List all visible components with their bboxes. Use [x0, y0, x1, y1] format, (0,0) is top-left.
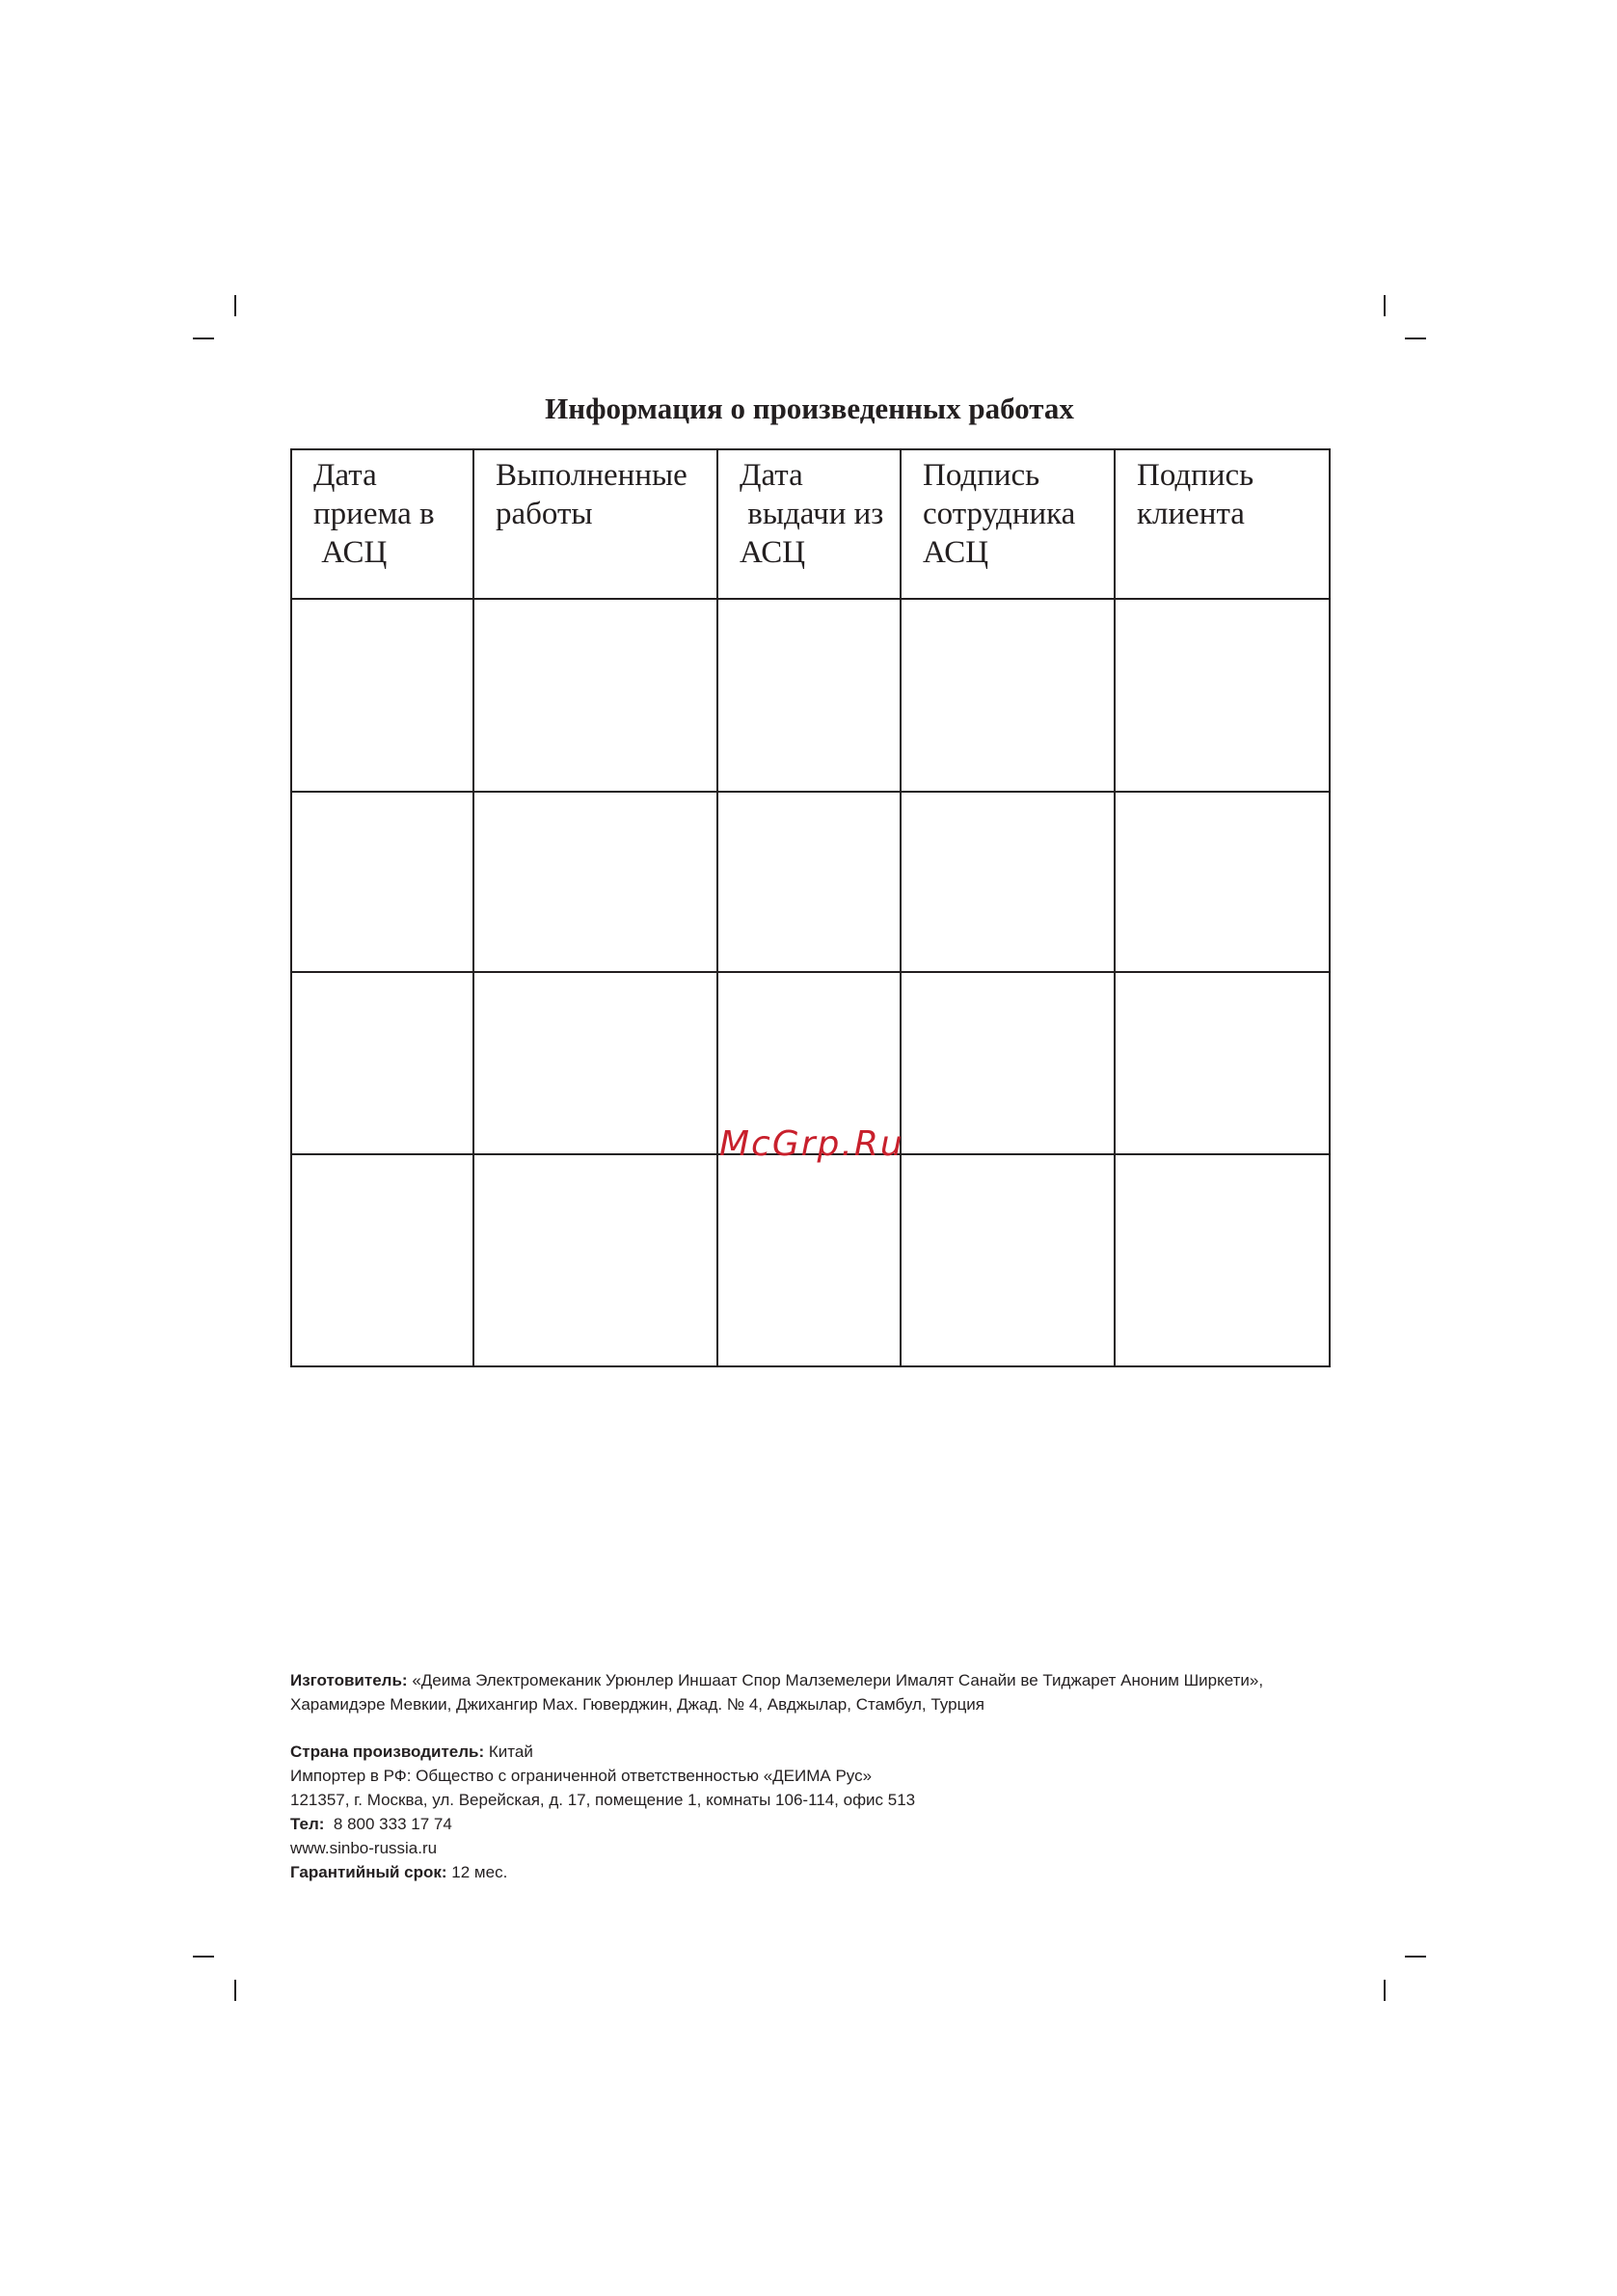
works-table: [290, 448, 1331, 1367]
phone-label: Тел:: [290, 1815, 325, 1833]
warranty-line: [290, 1860, 1332, 1884]
page-title: Информация о произведенных работах: [545, 392, 1074, 425]
header-date-received: Дата приема в АСЦ: [313, 458, 435, 570]
table-cell[interactable]: [901, 599, 1115, 792]
website-line[interactable]: www.sinbo-russia.ru: [290, 1839, 438, 1857]
header-work-performed: Выполненные работы: [496, 458, 687, 531]
country-label: Страна производитель:: [290, 1742, 485, 1761]
warranty-value: 12 мес.: [451, 1863, 508, 1881]
table-cell[interactable]: [291, 1154, 473, 1366]
header-cell: [901, 449, 1115, 599]
crop-mark-bottom-left-horizontal: [193, 1956, 214, 1958]
table-cell[interactable]: [717, 599, 901, 792]
phone-value: 8 800 333 17 74: [333, 1815, 452, 1833]
header-cell: [291, 449, 473, 599]
table-cell[interactable]: [901, 792, 1115, 972]
table-cell[interactable]: [1115, 599, 1330, 792]
country-line: [290, 1740, 1332, 1764]
table-cell[interactable]: [717, 1154, 901, 1366]
table-cell[interactable]: [473, 972, 717, 1154]
manufacturer-line: [290, 1668, 1332, 1716]
table-cell[interactable]: [473, 599, 717, 792]
crop-mark-top-left-horizontal: [193, 338, 214, 339]
phone-line: [290, 1812, 1332, 1836]
table-row: [291, 792, 1330, 972]
address-line: 121357, г. Москва, ул. Верейская, д. 17, помещение 1, комнаты 106-114, офис 513: [290, 1791, 916, 1809]
importer-line: Импортер в РФ: Общество с ограниченной ответственностью «ДЕИМА Рус»: [290, 1767, 873, 1785]
crop-mark-top-left-vertical: [234, 295, 236, 316]
crop-mark-bottom-left-vertical: [234, 1980, 236, 2001]
header-cell: [717, 449, 901, 599]
header-cell: [1115, 449, 1330, 599]
table-cell[interactable]: [901, 972, 1115, 1154]
header-client-signature: Подпись клиента: [1137, 458, 1254, 531]
crop-mark-top-right-vertical: [1384, 295, 1386, 316]
header-employee-signature: Подпись сотрудника АСЦ: [923, 458, 1076, 570]
manufacturer-text: «Деима Электромеканик Урюнлер Иншаат Спор Малземелери Ималят Санайи ве Тиджарет Аноним Ширкети», Харамидэре Мевкии, Джихангир Мах. Гюверджин, Джад. № 4, Авджылар, Стамбул, Турция: [290, 1671, 1264, 1714]
table-cell[interactable]: [291, 972, 473, 1154]
spacer: [290, 1716, 1332, 1740]
crop-mark-top-right-horizontal: [1405, 338, 1426, 339]
table-header-row: [291, 449, 1330, 599]
warranty-label: Гарантийный срок:: [290, 1863, 447, 1881]
table-cell[interactable]: [901, 1154, 1115, 1366]
crop-mark-bottom-right-vertical: [1384, 1980, 1386, 2001]
manufacturer-label: Изготовитель:: [290, 1671, 408, 1689]
country-value: Китай: [488, 1742, 533, 1761]
table-cell[interactable]: [291, 599, 473, 792]
table-cell[interactable]: [1115, 972, 1330, 1154]
table-cell[interactable]: [1115, 1154, 1330, 1366]
table-cell[interactable]: [1115, 792, 1330, 972]
table-cell[interactable]: [473, 792, 717, 972]
crop-mark-bottom-right-horizontal: [1405, 1956, 1426, 1958]
header-date-issued: Дата выдачи из АСЦ: [740, 458, 884, 570]
watermark: McGrp.Ru: [719, 1124, 904, 1164]
table-cell[interactable]: [473, 1154, 717, 1366]
table-cell[interactable]: [717, 792, 901, 972]
table-cell[interactable]: [291, 792, 473, 972]
table-row: [291, 1154, 1330, 1366]
footer-info: [290, 1668, 1332, 1884]
table-row: [291, 599, 1330, 792]
header-cell: [473, 449, 717, 599]
